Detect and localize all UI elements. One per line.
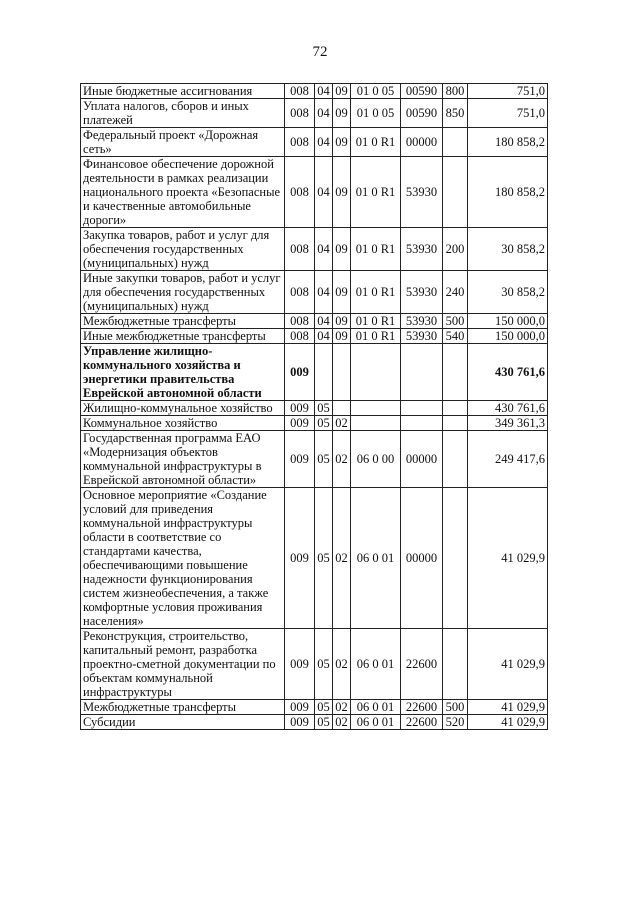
target-article-cell: 06 0 01	[351, 715, 401, 730]
table-row	[81, 416, 548, 431]
section-cell: 04	[315, 128, 333, 157]
target-article-code-cell: 22600	[401, 629, 443, 700]
row-name-cell: Реконструкция, строительство, капитальный ремонт, разработка проектно-сметной документации по объектам коммунальной инфраструктуры	[81, 629, 285, 700]
amount-cell: 41 029,9	[468, 629, 548, 700]
row-name-cell: Основное мероприятие «Создание условий для приведения коммунальной инфраструктуры области в соответствие со стандартами качества, обеспечивающими повышение надежности функционирования систем жизнеобеспечения, а также комфортные условия проживания населения»	[81, 488, 285, 629]
subsection-cell: 09	[333, 271, 351, 314]
table-row	[81, 344, 548, 401]
amount-cell: 41 029,9	[468, 488, 548, 629]
section-cell: 05	[315, 401, 333, 416]
row-name-cell: Субсидии	[81, 715, 285, 730]
section-cell: 04	[315, 157, 333, 228]
row-name-cell: Уплата налогов, сборов и иных платежей	[81, 99, 285, 128]
section-cell: 05	[315, 416, 333, 431]
expense-type-cell: 240	[443, 271, 468, 314]
subsection-cell: 09	[333, 228, 351, 271]
expense-type-cell: 500	[443, 700, 468, 715]
target-article-code-cell	[401, 344, 443, 401]
grbs-cell: 008	[285, 329, 315, 344]
subsection-cell: 02	[333, 431, 351, 488]
grbs-cell: 009	[285, 700, 315, 715]
row-name-cell: Жилищно-коммунальное хозяйство	[81, 401, 285, 416]
expense-type-cell	[443, 401, 468, 416]
table-row	[81, 99, 548, 128]
section-cell: 04	[315, 314, 333, 329]
amount-cell: 30 858,2	[468, 228, 548, 271]
expense-type-cell: 850	[443, 99, 468, 128]
expense-type-cell	[443, 157, 468, 228]
target-article-cell: 01 0 05	[351, 84, 401, 99]
section-cell	[315, 344, 333, 401]
table-row	[81, 629, 548, 700]
expense-type-cell	[443, 629, 468, 700]
row-name-cell: Иные бюджетные ассигнования	[81, 84, 285, 99]
table-row	[81, 401, 548, 416]
subsection-cell: 09	[333, 84, 351, 99]
target-article-cell: 01 0 R1	[351, 157, 401, 228]
expense-type-cell	[443, 488, 468, 629]
subsection-cell: 09	[333, 99, 351, 128]
amount-cell: 41 029,9	[468, 700, 548, 715]
expense-type-cell: 540	[443, 329, 468, 344]
amount-cell: 150 000,0	[468, 329, 548, 344]
target-article-cell	[351, 344, 401, 401]
target-article-cell: 01 0 R1	[351, 314, 401, 329]
target-article-code-cell: 00000	[401, 128, 443, 157]
grbs-cell: 009	[285, 431, 315, 488]
row-name-cell: Коммунальное хозяйство	[81, 416, 285, 431]
target-article-cell	[351, 416, 401, 431]
section-cell: 04	[315, 84, 333, 99]
target-article-code-cell: 53930	[401, 228, 443, 271]
section-cell: 04	[315, 271, 333, 314]
target-article-code-cell	[401, 401, 443, 416]
target-article-cell: 06 0 00	[351, 431, 401, 488]
table-row	[81, 228, 548, 271]
amount-cell: 30 858,2	[468, 271, 548, 314]
table-row	[81, 84, 548, 99]
section-cell: 05	[315, 700, 333, 715]
subsection-cell	[333, 344, 351, 401]
subsection-cell: 09	[333, 128, 351, 157]
target-article-code-cell: 53930	[401, 329, 443, 344]
subsection-cell: 02	[333, 629, 351, 700]
target-article-code-cell: 00000	[401, 488, 443, 629]
row-name-cell: Межбюджетные трансферты	[81, 700, 285, 715]
grbs-cell: 009	[285, 629, 315, 700]
amount-cell: 430 761,6	[468, 344, 548, 401]
grbs-cell: 009	[285, 488, 315, 629]
target-article-cell	[351, 401, 401, 416]
expense-type-cell	[443, 344, 468, 401]
grbs-cell: 008	[285, 314, 315, 329]
row-name-cell: Иные межбюджетные трансферты	[81, 329, 285, 344]
subsection-cell: 02	[333, 488, 351, 629]
amount-cell: 751,0	[468, 84, 548, 99]
row-name-cell: Федеральный проект «Дорожная сеть»	[81, 128, 285, 157]
target-article-cell: 01 0 R1	[351, 228, 401, 271]
budget-table	[80, 83, 548, 730]
grbs-cell: 009	[285, 401, 315, 416]
grbs-cell: 008	[285, 84, 315, 99]
grbs-cell: 008	[285, 271, 315, 314]
target-article-code-cell: 53930	[401, 271, 443, 314]
target-article-code-cell: 53930	[401, 314, 443, 329]
target-article-code-cell	[401, 416, 443, 431]
expense-type-cell: 520	[443, 715, 468, 730]
section-cell: 05	[315, 629, 333, 700]
amount-cell: 249 417,6	[468, 431, 548, 488]
section-cell: 04	[315, 99, 333, 128]
subsection-cell: 09	[333, 329, 351, 344]
row-name-cell: Государственная программа ЕАО «Модернизация объектов коммунальной инфраструктуры в Еврейской автономной области»	[81, 431, 285, 488]
table-row	[81, 157, 548, 228]
amount-cell: 180 858,2	[468, 128, 548, 157]
expense-type-cell	[443, 416, 468, 431]
table-row	[81, 314, 548, 329]
grbs-cell: 009	[285, 344, 315, 401]
target-article-cell: 01 0 R1	[351, 271, 401, 314]
target-article-code-cell: 22600	[401, 715, 443, 730]
amount-cell: 41 029,9	[468, 715, 548, 730]
section-cell: 05	[315, 431, 333, 488]
grbs-cell: 008	[285, 99, 315, 128]
table-row	[81, 271, 548, 314]
table-row	[81, 431, 548, 488]
section-cell: 05	[315, 715, 333, 730]
subsection-cell: 02	[333, 715, 351, 730]
target-article-code-cell: 53930	[401, 157, 443, 228]
section-cell: 04	[315, 329, 333, 344]
table-row	[81, 700, 548, 715]
target-article-cell: 01 0 R1	[351, 128, 401, 157]
grbs-cell: 009	[285, 715, 315, 730]
amount-cell: 349 361,3	[468, 416, 548, 431]
amount-cell: 751,0	[468, 99, 548, 128]
target-article-cell: 01 0 05	[351, 99, 401, 128]
amount-cell: 430 761,6	[468, 401, 548, 416]
amount-cell: 180 858,2	[468, 157, 548, 228]
target-article-cell: 01 0 R1	[351, 329, 401, 344]
row-name-cell: Финансовое обеспечение дорожной деятельности в рамках реализации национального проекта «Безопасные и качественные автомобильные дороги»	[81, 157, 285, 228]
subsection-cell: 02	[333, 416, 351, 431]
table-row	[81, 329, 548, 344]
section-cell: 04	[315, 228, 333, 271]
target-article-code-cell: 00590	[401, 84, 443, 99]
target-article-code-cell: 00000	[401, 431, 443, 488]
subsection-cell: 09	[333, 157, 351, 228]
subsection-cell: 02	[333, 700, 351, 715]
expense-type-cell: 800	[443, 84, 468, 99]
subsection-cell: 09	[333, 314, 351, 329]
target-article-code-cell: 00590	[401, 99, 443, 128]
row-name-cell: Закупка товаров, работ и услуг для обеспечения государственных (муниципальных) нужд	[81, 228, 285, 271]
table-row	[81, 488, 548, 629]
grbs-cell: 008	[285, 128, 315, 157]
section-cell: 05	[315, 488, 333, 629]
page-number: 72	[312, 44, 328, 60]
target-article-code-cell: 22600	[401, 700, 443, 715]
grbs-cell: 008	[285, 157, 315, 228]
row-name-cell: Межбюджетные трансферты	[81, 314, 285, 329]
target-article-cell: 06 0 01	[351, 488, 401, 629]
expense-type-cell: 500	[443, 314, 468, 329]
table-row	[81, 128, 548, 157]
expense-type-cell: 200	[443, 228, 468, 271]
amount-cell: 150 000,0	[468, 314, 548, 329]
expense-type-cell	[443, 128, 468, 157]
grbs-cell: 008	[285, 228, 315, 271]
row-name-cell: Управление жилищно-коммунального хозяйства и энергетики правительства Еврейской автономной области	[81, 344, 285, 401]
expense-type-cell	[443, 431, 468, 488]
target-article-cell: 06 0 01	[351, 629, 401, 700]
subsection-cell	[333, 401, 351, 416]
table-row	[81, 715, 548, 730]
grbs-cell: 009	[285, 416, 315, 431]
row-name-cell: Иные закупки товаров, работ и услуг для обеспечения государственных (муниципальных) нужд	[81, 271, 285, 314]
target-article-cell: 06 0 01	[351, 700, 401, 715]
